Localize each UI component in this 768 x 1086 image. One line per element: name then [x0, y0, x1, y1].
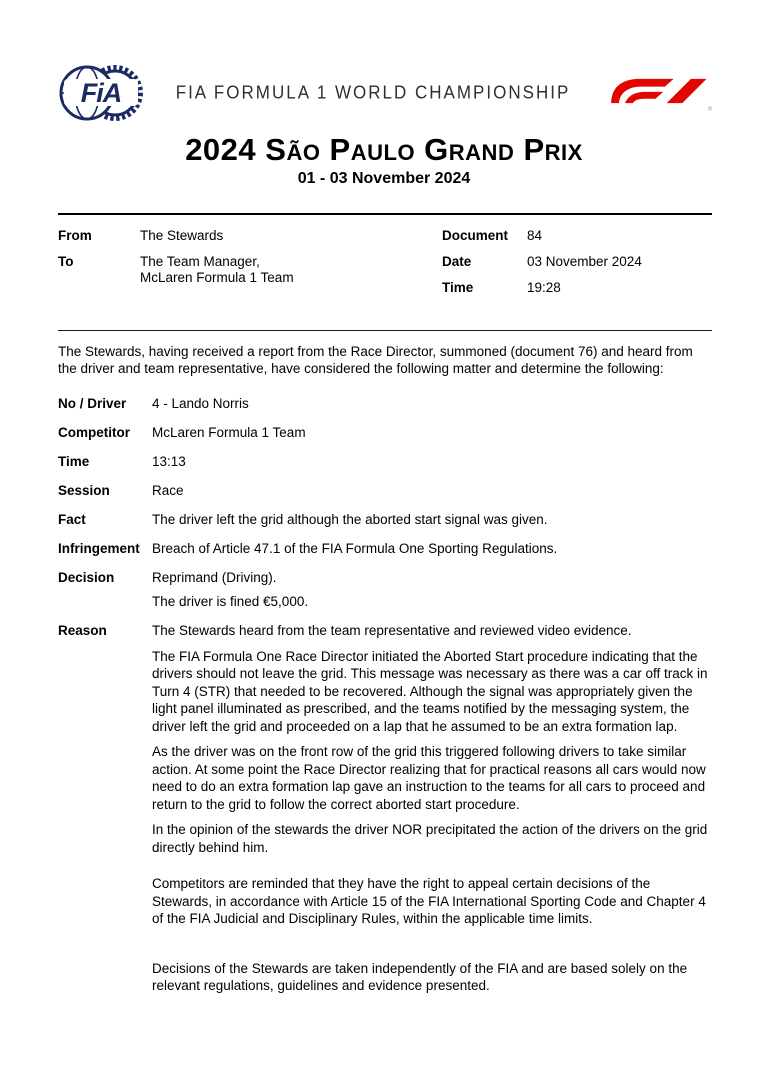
fia-logo-text: FiA [80, 78, 122, 108]
meta-row-from [58, 228, 442, 244]
championship-title: FIA FORMULA 1 WORLD CHAMPIONSHIP [175, 82, 571, 103]
meta-right-column [442, 228, 712, 306]
decision-line-2: The driver is fined €5,000. [152, 594, 309, 610]
decision-label: Decision [58, 569, 115, 585]
driver-label: No / Driver [58, 395, 127, 411]
session-time-value: 13:13 [152, 453, 186, 469]
time-label: Time [442, 279, 474, 295]
to-label: To [58, 253, 74, 269]
meta-left-column [58, 228, 442, 306]
meta-section [58, 215, 712, 330]
meta-row-time [442, 280, 712, 296]
document-label: Document [442, 227, 509, 243]
document-header [0, 0, 768, 126]
field-row-reason [58, 622, 712, 995]
field-row-competitor [58, 424, 712, 442]
fact-label: Fact [58, 511, 86, 527]
reason-label: Reason [58, 623, 107, 639]
field-row-driver [58, 395, 712, 413]
document-value: 84 [527, 227, 543, 243]
time-value: 19:28 [527, 279, 561, 295]
infringement-value: Breach of Article 47.1 of the FIA Formula One Sporting Regulations. [152, 540, 558, 556]
decision-line-1: Reprimand (Driving). [152, 569, 277, 585]
fia-logo-icon [58, 60, 144, 126]
field-row-infringement [58, 540, 712, 558]
from-label: From [58, 227, 92, 243]
session-label: Session [58, 482, 110, 498]
reason-paragraph-2: The FIA Formula One Race Director initiated the Aborted Start procedure indicating that the drivers should not leave the grid. This message was necessary as there was a car off track in Turn 4 (STR) that needed to be recovered. Although the signal was appropriately given the light panel illuminated as prescribed, and the teams notified by the messaging system, the driver left the grid and proceeded on a lap that he assumed to be an extra formation lap. [152, 648, 708, 734]
field-row-fact [58, 511, 712, 529]
meta-row-document [442, 228, 712, 244]
from-value: The Stewards [140, 227, 224, 243]
f1-logo-wrap [602, 72, 710, 115]
session-time-label: Time [58, 453, 90, 469]
independence-paragraph: Decisions of the Stewards are taken independently of the FIA and are based solely on the relevant regulations, guidelines and evidence presented. [152, 960, 688, 994]
reason-paragraph-1: The Stewards heard from the team representative and reviewed video evidence. [152, 623, 632, 639]
date-label: Date [442, 253, 472, 269]
competitor-label: Competitor [58, 424, 130, 440]
field-row-session [58, 482, 712, 500]
session-value: Race [152, 482, 184, 498]
meta-row-date [442, 254, 712, 270]
reason-paragraph-4: In the opinion of the stewards the driver NOR precipitated the action of the drivers on the grid directly behind him. [152, 822, 708, 855]
event-dates: 01 - 03 November 2024 [297, 169, 471, 187]
divider-meta-bottom [58, 330, 712, 331]
meta-row-to [58, 254, 442, 286]
competitor-value: McLaren Formula 1 Team [152, 424, 306, 440]
appeal-rights-paragraph: Competitors are reminded that they have the right to appeal certain decisions of the Stewards, in accordance with Article 15 of the FIA International Sporting Code and Chapter 4 of the FIA Judicial and Disciplinary Rules, within the applicable time limits. [152, 876, 706, 927]
event-title: 2024 São Paulo Grand Prix [185, 132, 583, 167]
f1-registered-mark: ® [707, 106, 712, 113]
date-value: 03 November 2024 [527, 253, 642, 269]
infringement-label: Infringement [58, 540, 140, 556]
to-value [140, 254, 442, 286]
reason-value [152, 622, 712, 995]
decision-value [152, 569, 712, 611]
event-title-block [0, 134, 768, 188]
driver-value: 4 - Lando Norris [152, 395, 249, 411]
to-value-line1: The Team Manager, [140, 253, 260, 269]
field-row-time [58, 453, 712, 471]
intro-paragraph: The Stewards, having received a report from the Race Director, summoned (document 76) and heard from the driver and team representative, have considered the following matter and determine the following: [58, 343, 693, 377]
f1-logo-icon [606, 72, 710, 110]
to-value-line2: McLaren Formula 1 Team [140, 269, 294, 285]
decision-fields [58, 395, 712, 995]
fact-value: The driver left the grid although the aborted start signal was given. [152, 511, 548, 527]
reason-paragraph-3: As the driver was on the front row of the grid this triggered following drivers to take similar action. At some point the Race Director realizing that for practical reasons all cars would now need to do an extra formation lap gave an instruction to the teams for all cars to proceed and return to the grid to follow the correct aborted start procedure. [152, 744, 706, 812]
field-row-decision [58, 569, 712, 611]
